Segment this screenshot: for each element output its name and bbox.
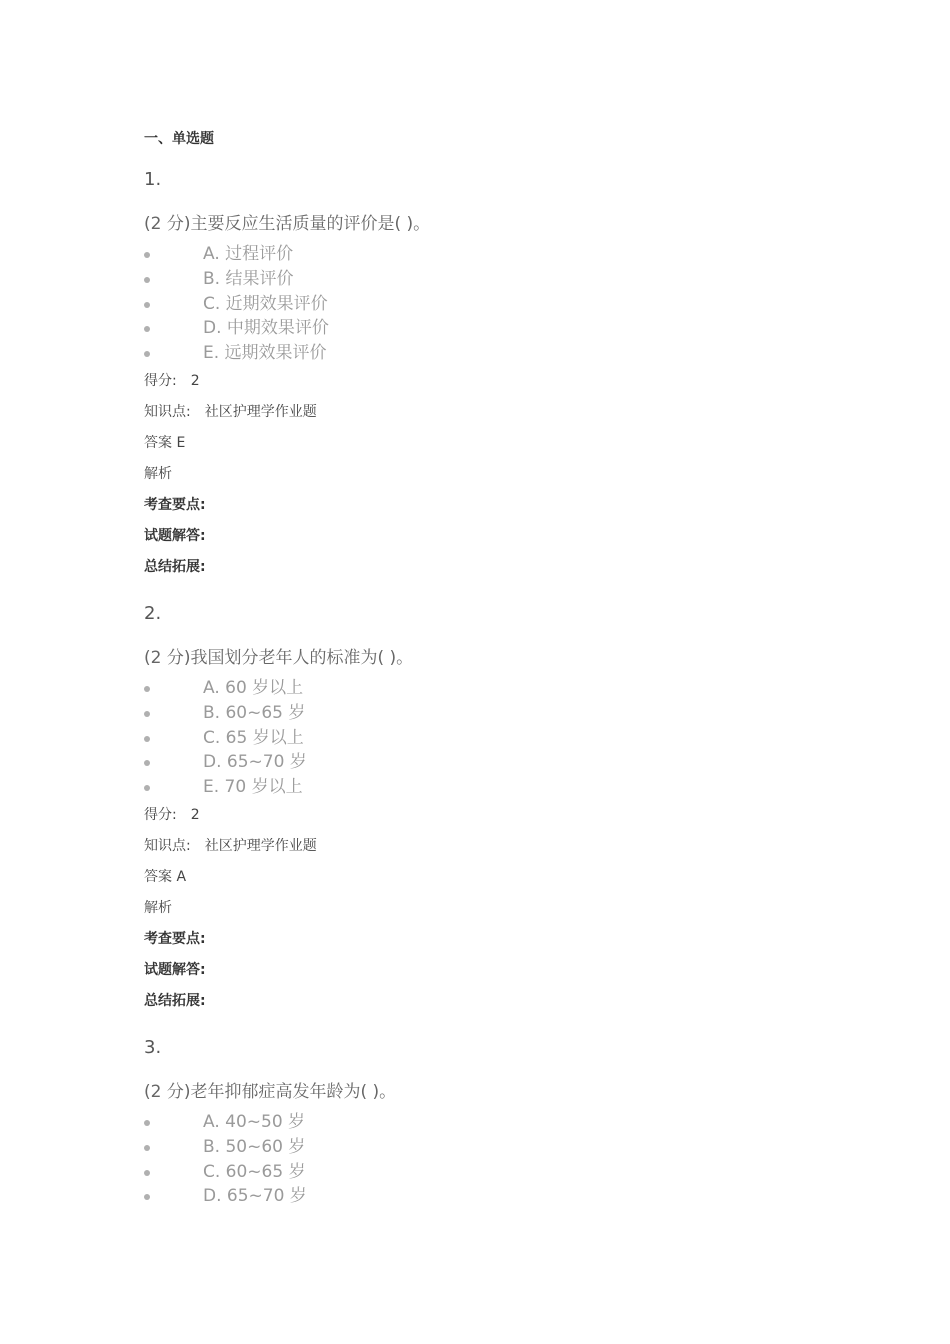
answer-line: 答案 A bbox=[144, 868, 187, 885]
bullet-icon bbox=[144, 711, 150, 717]
bullet-icon bbox=[144, 277, 150, 283]
option-item: D. 中期效果评价 bbox=[144, 316, 844, 341]
solution-label: 试题解答: bbox=[144, 961, 206, 978]
option-list bbox=[144, 1110, 844, 1209]
option-item: A. 60 岁以上 bbox=[144, 676, 844, 701]
bullet-icon bbox=[144, 1145, 150, 1151]
bullet-icon bbox=[144, 351, 150, 357]
option-item: B. 结果评价 bbox=[144, 267, 844, 292]
option-item: A. 40~50 岁 bbox=[144, 1110, 844, 1135]
bullet-icon bbox=[144, 1120, 150, 1126]
option-item: A. 过程评价 bbox=[144, 242, 844, 267]
bullet-icon bbox=[144, 760, 150, 766]
bullet-icon bbox=[144, 686, 150, 692]
section-title: 一、单选题 bbox=[144, 131, 214, 147]
option-item: D. 65~70 岁 bbox=[144, 750, 844, 775]
option-item: C. 65 岁以上 bbox=[144, 726, 844, 751]
bullet-icon bbox=[144, 736, 150, 742]
option-list bbox=[144, 242, 844, 366]
score-line: 得分: 2 bbox=[144, 806, 200, 823]
answer-line: 答案 E bbox=[144, 434, 186, 451]
bullet-icon bbox=[144, 785, 150, 791]
question-number: 2. bbox=[144, 603, 162, 624]
bullet-icon bbox=[144, 252, 150, 258]
solution-label: 试题解答: bbox=[144, 527, 206, 544]
summary-label: 总结拓展: bbox=[144, 992, 206, 1009]
analysis-label: 解析 bbox=[144, 899, 172, 916]
question-3 bbox=[144, 1036, 844, 1209]
question-2 bbox=[144, 602, 844, 1017]
option-list bbox=[144, 676, 844, 800]
question-1 bbox=[144, 168, 844, 583]
question-stem: (2 分)老年抑郁症高发年龄为( )。 bbox=[144, 1082, 397, 1102]
knowledge-line: 知识点: 社区护理学作业题 bbox=[144, 837, 317, 854]
knowledge-line: 知识点: 社区护理学作业题 bbox=[144, 403, 317, 420]
analysis-label: 解析 bbox=[144, 465, 172, 482]
score-line: 得分: 2 bbox=[144, 372, 200, 389]
bullet-icon bbox=[144, 302, 150, 308]
bullet-icon bbox=[144, 1194, 150, 1200]
bullet-icon bbox=[144, 326, 150, 332]
option-item: E. 远期效果评价 bbox=[144, 341, 844, 366]
option-item: B. 60~65 岁 bbox=[144, 701, 844, 726]
option-item: B. 50~60 岁 bbox=[144, 1135, 844, 1160]
question-number: 3. bbox=[144, 1037, 162, 1058]
option-item: E. 70 岁以上 bbox=[144, 775, 844, 800]
key-points-label: 考查要点: bbox=[144, 930, 206, 947]
option-item: C. 近期效果评价 bbox=[144, 292, 844, 317]
question-stem: (2 分)我国划分老年人的标准为( )。 bbox=[144, 648, 414, 668]
option-item: D. 65~70 岁 bbox=[144, 1184, 844, 1209]
option-item: C. 60~65 岁 bbox=[144, 1160, 844, 1185]
summary-label: 总结拓展: bbox=[144, 558, 206, 575]
question-stem: (2 分)主要反应生活质量的评价是( )。 bbox=[144, 214, 431, 234]
question-number: 1. bbox=[144, 169, 162, 190]
key-points-label: 考查要点: bbox=[144, 496, 206, 513]
bullet-icon bbox=[144, 1170, 150, 1176]
